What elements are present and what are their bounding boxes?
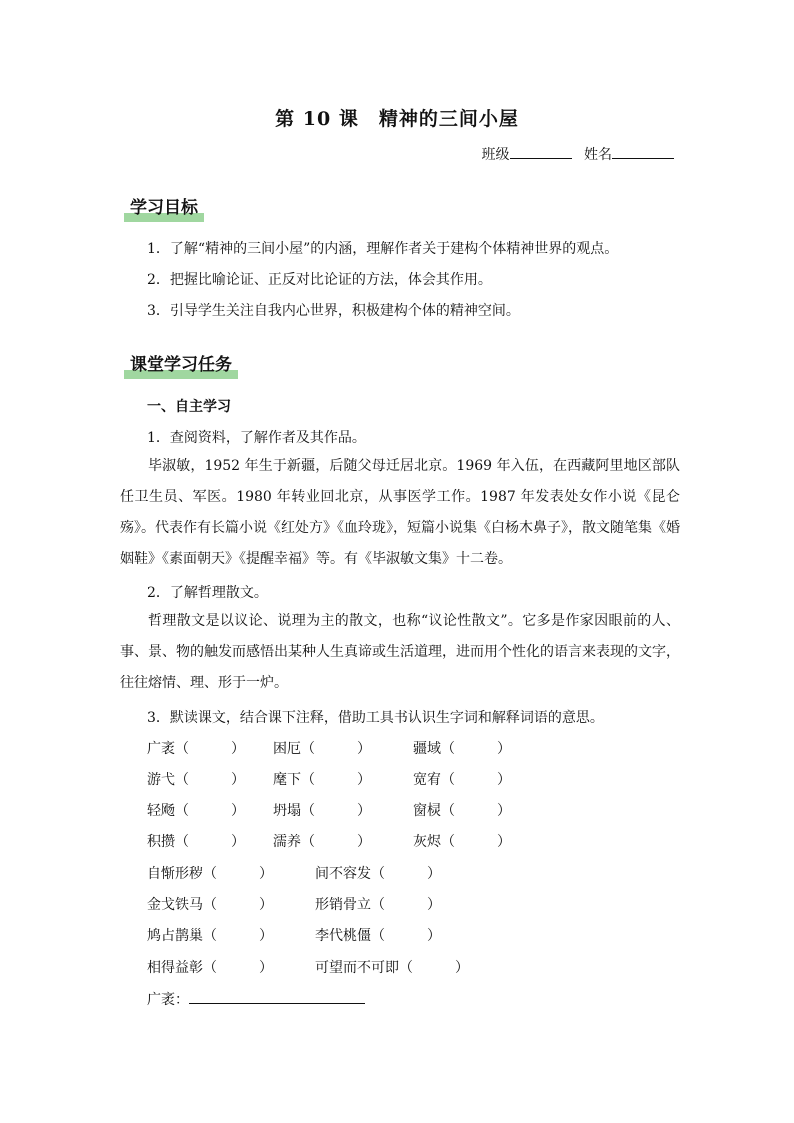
vocab-item: 游弋（ ） [147,772,245,788]
vocab-item: 濡养（ ） [273,834,371,850]
idiom-item: 鸠占鹊巢（ ） [147,928,273,944]
vocab-item: 轻飏（ ） [147,803,245,819]
question-2: 2．了解哲理散文。 [147,585,268,601]
vocab-item: 麾下（ ） [273,772,371,788]
vocab-item: 广袤（ ） [147,741,245,757]
class-blank[interactable] [510,144,572,159]
subsection-title: 一、自主学习 [147,399,231,415]
objective-item: 1．了解“精神的三间小屋”的内涵，理解作者关于建构个体精神世界的观点。 [147,241,619,257]
question-1: 1．查阅资料，了解作者及其作品。 [147,430,366,446]
objective-item: 2．把握比喻论证、正反对比论证的方法，体会其作用。 [147,272,492,288]
tasks-heading: 课堂学习任务 [124,350,238,377]
objective-item: 3．引导学生关注自我内心世界，积极建构个体的精神空间。 [147,303,520,319]
objectives-heading: 学习目标 [124,193,204,220]
vocab-item: 坍塌（ ） [273,803,371,819]
vocab-item: 窗棂（ ） [413,803,511,819]
definition-label: 广袤： [147,992,189,1008]
name-blank[interactable] [612,144,674,159]
idiom-item: 自惭形秽（ ） [147,866,273,882]
essay-paragraph: 哲理散文是以议论、说理为主的散文，也称“议论性散文”。它多是作家因眼前的人、事、景、物的触发而感悟出某种人生真谛或生活道理，进而用个性化的语言来表现的文字，往往熔情、理、形于一炉。 [120,613,680,691]
vocab-item: 宽宥（ ） [413,772,511,788]
vocab-item: 困厄（ ） [273,741,371,757]
page-title: 第 10 课 精神的三间小屋 [275,108,519,130]
idiom-item: 金戈铁马（ ） [147,897,273,913]
idiom-item: 相得益彰（ ） [147,960,273,976]
vocab-item: 积攒（ ） [147,834,245,850]
idiom-item: 可望而不可即（ ） [315,960,469,976]
idiom-item: 间不容发（ ） [315,866,441,882]
definition-line [147,989,365,1009]
name-label: 姓名 [584,147,612,163]
idiom-item: 形销骨立（ ） [315,897,441,913]
question-3: 3．默读课文，结合课下注释，借助工具书认识生字词和解释词语的意思。 [147,710,604,726]
author-paragraph: 毕淑敏，1952 年生于新疆，后随父母迁居北京。1969 年入伍，在西藏阿里地区部队任卫生员、军医。1980 年转业回北京，从事医学工作。1987 年发表处女作小说《昆仑殇》。代表作有长篇小说《红处方》《血玲珑》，短篇小说集《白杨木鼻子》，散文随笔集《婚姻鞋》《素面朝天》《提醒幸福》等。有《毕淑敏文集》十二卷。 [120,458,680,567]
definition-blank[interactable] [189,989,365,1004]
class-label: 班级 [481,147,510,163]
vocab-item: 灰烬（ ） [413,834,511,850]
vocab-item: 疆域（ ） [413,741,511,757]
class-name-fields [482,144,674,164]
idiom-item: 李代桃僵（ ） [315,928,441,944]
